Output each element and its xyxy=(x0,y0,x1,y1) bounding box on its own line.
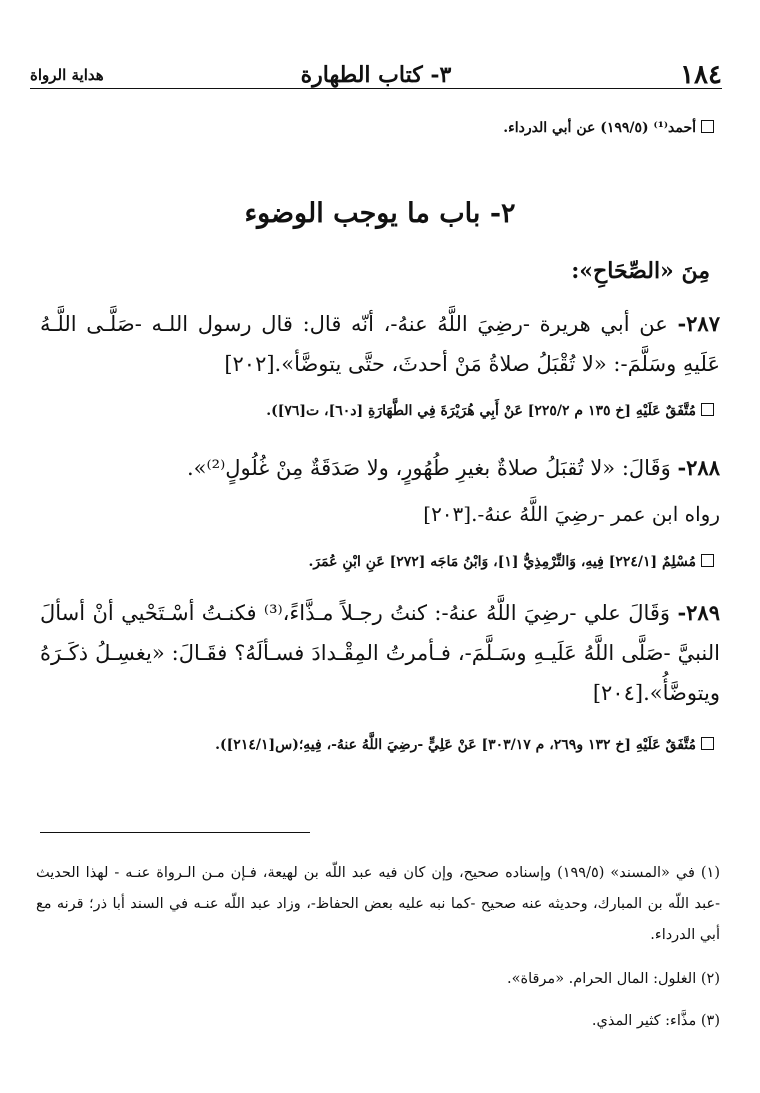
reference-text: مُتَّفَقٌ عَلَيْهِ [خ ١٣٢ و٢٦٩، م ٣٠٣/١٧] عَنْ عَلِيٍّ -رضِيَ اللَّهُ عنهُ-، فِيهِ؛(س[٢١٤/١]). xyxy=(215,737,696,753)
top-reference xyxy=(30,118,714,138)
footnote-separator xyxy=(40,832,310,833)
reference-text: مُسْلِمٌ [٢٢٤/١] فِيهِ، وَالتِّرْمِذِيُّ [١]، وَابْنُ مَاجَه [٢٧٢] عَنِ ابْنِ عُمَرَ. xyxy=(308,554,696,570)
hadith-number: ٢٨٨- xyxy=(677,455,720,480)
footnote-2: (٢) الغلول: المال الحرام. «مرقاة». xyxy=(507,971,720,987)
hadith-288 xyxy=(40,448,720,488)
hadith-288-reference xyxy=(30,552,714,572)
top-reference-text: أحمد⁽¹⁾ (١٩٩/٥) عن أبي الدرداء. xyxy=(503,120,696,136)
hadith-288-narrator: رواه ابن عمر -رضِيَ اللَّهُ عنهُ-.[٢٠٣] xyxy=(423,502,720,526)
checkbox-square-icon xyxy=(701,554,714,567)
hadith-text: عن أبي هريرة -رضِيَ اللَّهُ عنهُ-، أنّه قال: قال رسول اللـه -صَلَّـى اللَّـهُ عَلَيهِ وسَلَّمَ-: «لا تُقْبَلُ صلاةُ مَنْ أحدثَ، حتَّى يتوضَّأ».[٢٠٢] xyxy=(40,312,720,376)
checkbox-square-icon xyxy=(701,120,714,133)
subsection-heading: مِنَ «الصِّحَاحِ»: xyxy=(571,258,710,284)
hadith-text: وَقَالَ: «لا تُقبَلُ صلاةٌ بغيرِ طُهُورٍ، ولا صَدَقَةٌ مِنْ غُلُولٍ⁽²⁾». xyxy=(186,456,671,480)
section-title: ٢- باب ما يوجب الوضوء xyxy=(244,198,516,229)
page-number: ١٨٤ xyxy=(680,60,722,90)
footnote-3: (٣) مذَّاء: كثير المذي. xyxy=(591,1013,720,1029)
checkbox-square-icon xyxy=(701,403,714,416)
checkbox-square-icon xyxy=(701,737,714,750)
hadith-287 xyxy=(40,304,720,384)
hadith-text: وَقَالَ علي -رضِيَ اللَّهُ عنهُ-: كنتُ رجـلاً مـذَّاءً،⁽³⁾ فكنـتُ أسْـتَحْيي أنْ أسألَ النبيَّ -صَلَّى اللَّهُ عَلَيـهِ وسَـلَّمَ-، فـأمرتُ المِقْـدادَ فسـألَهُ؟ فقَـالَ: «يغسِـلُ ذكَـرَهُ ويتوضَّأُ».[٢٠٤] xyxy=(40,601,720,705)
hadith-289-reference xyxy=(30,735,714,755)
hadith-number: ٢٨٧- xyxy=(677,311,720,336)
header-rule xyxy=(30,88,722,89)
hadith-287-reference xyxy=(30,401,714,421)
page-header xyxy=(30,58,722,92)
running-title: هداية الرواة xyxy=(30,66,104,84)
reference-text: مُتَّفَقٌ عَلَيْهِ [خ ١٣٥ م ٢٢٥/٢] عَنْ أَبِي هُرَيْرَةَ فِي الطَّهَارَةِ [د٦٠]، ت[٧٦]). xyxy=(266,403,696,419)
hadith-number: ٢٨٩- xyxy=(677,600,720,625)
hadith-289 xyxy=(40,593,720,713)
chapter-title: ٣- كتاب الطهارة xyxy=(300,62,452,88)
footnote-1: (١) في «المسند» (١٩٩/٥) وإسناده صحيح، وإن كان فيه عبد اللّه بن لهيعة، فـإن مـن الـرواة عنـه - لهذا الحديث -عبد اللّه بن المبارك، وحديثه عنه صحيح -كما نبه عليه بعض الحفاظ-، وزاد عبد اللّه عنـه في السند أبا ذر؛ قرنه مع أبي الدرداء. xyxy=(36,865,720,943)
